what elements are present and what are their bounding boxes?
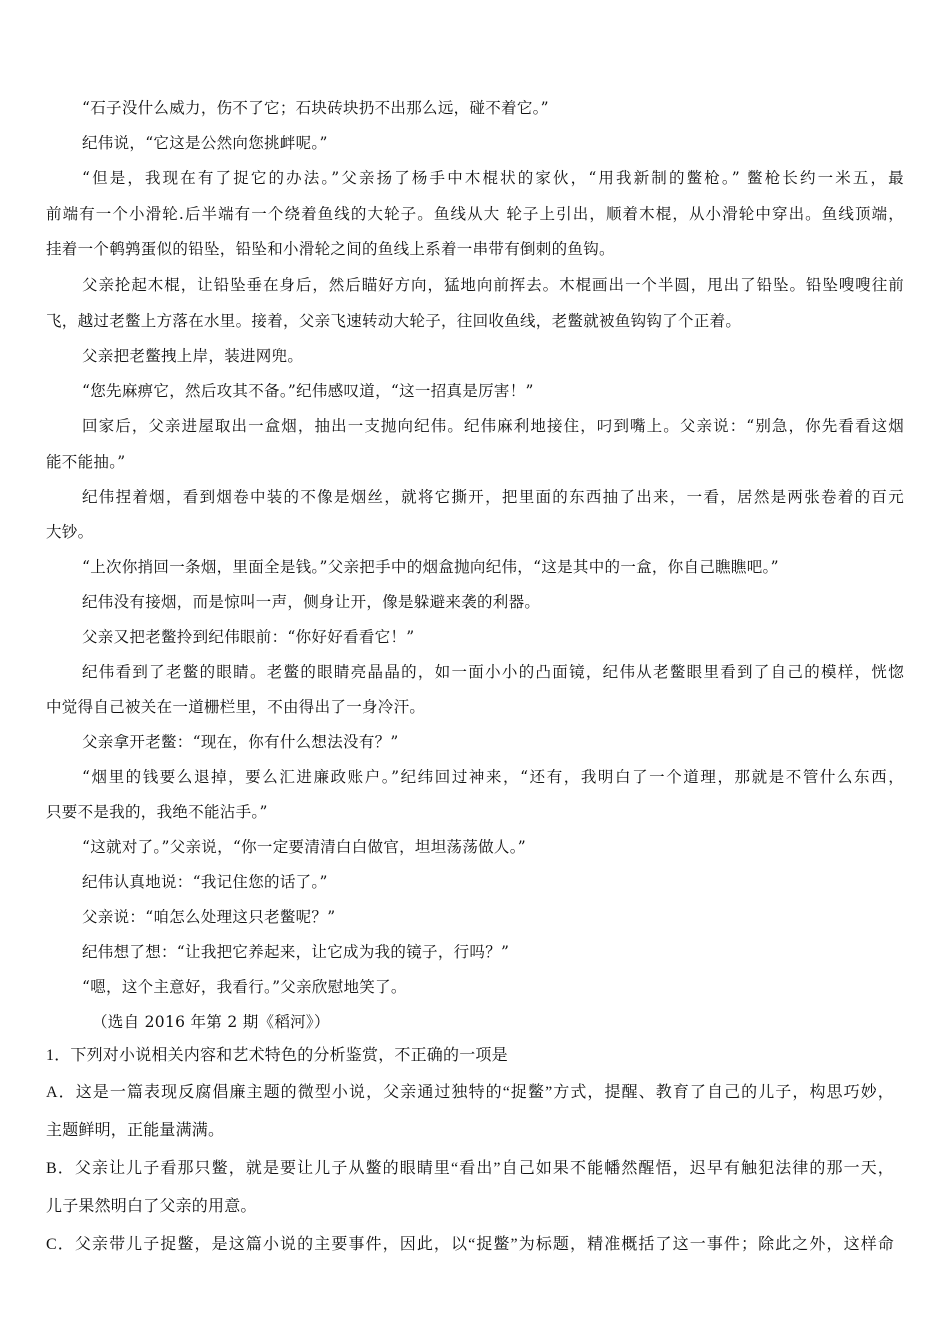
document-page: “石子没什么威力，伤不了它；石块砖块扔不出那么远，碰不着它。” 纪伟说，“它这是公然向您挑衅呢。” “但是，我现在有了捉它的办法。”父亲扬了杨手中木棍状的家伙，“用我新制的鳖枪。” 鳖枪长约一米五，最 前端有一个小滑轮.后半端有一个绕着鱼线的大轮子。鱼线从大 轮子上引出，顺着木棍，从小滑轮中穿出。鱼线顶端， 挂着一个鹌鹑蛋似的铅坠，铅坠和小滑轮之间的鱼线上系着一串带有倒刺的鱼钩。 父亲抡起木棍，让铅坠垂在身后，然后瞄好方向，猛地向前挥去。木棍画出一个半圆，甩出了铅坠。铅坠嗖嗖往前 飞，越过老鳖上方落在水里。接着，父亲飞速转动大轮子，往回收鱼线，老鳖就被鱼钩钩了个正着。 父亲把老鳖拽上岸，装进网兜。 “您先麻痹它，然后攻其不备。”纪伟感叹道，“这一招真是厉害！” 回家后，父亲进屋取出一盒烟，抽出一支抛向纪伟。纪伟麻利地接住，叼到嘴上。父亲说：“别急，你先看看这烟 能不能抽。” 纪伟捏着烟，看到烟卷中装的不像是烟丝，就将它撕开，把里面的东西抽了出来，一看，居然是两张卷着的百元 大钞。 “上次你捎回一条烟，里面全是钱。”父亲把手中的烟盒抛向纪伟，“这是其中的一盒，你自己瞧瞧吧。” 纪伟没有接烟，而是惊叫一声，侧身让开，像是躲避来袭的利器。 父亲又把老鳖拎到纪伟眼前：“你好好看看它！” 纪伟看到了老鳖的眼睛。老鳖的眼睛亮晶晶的，如一面小小的凸面镜，纪伟从老鳖眼里看到了自己的模样，恍惚 中觉得自己被关在一道栅栏里，不由得出了一身冷汗。 父亲拿开老鳖：“现在，你有什么想法没有？” “烟里的钱要么退掉，要么汇进廉政账户。”纪纬回过神来，“还有，我明白了一个道理，那就是不管什么东西， 只要不是我的，我绝不能沾手。” “这就对了。”父亲说，“你一定要清清白白做官，坦坦荡荡做人。” 纪伟认真地说：“我记住您的话了。” 父亲说：“咱怎么处理这只老鳖呢？” 纪伟想了想：“让我把它养起来，让它成为我的镜子，行吗？” “嗯，这个主意好，我看行。”父亲欣慰地笑了。 （选自 2016 年第 2 期《稻河》） 1．下列对小说相关内容和艺术特色的分析鉴赏，不正确的一项是 A．这是一篇表现反腐倡廉主题的微型小说，父亲通过独特的“捉鳖”方式，提醒、教育了自己的儿子，构思巧妙， 主题鲜明，正能量满满。 B．父亲让儿子看那只鳖，就是要让儿子从鳖的眼睛里“看出”自己如果不能幡然醒悟，迟早有触犯法律的那一天， 儿子果然明白了父亲的用意。 C．父亲带儿子捉鳖，是这篇小说的主要事件，因此，以“捉鳖”为标题，精准概括了这一事件；除此之外，这样命 xyxy=(46,99,904,1253)
